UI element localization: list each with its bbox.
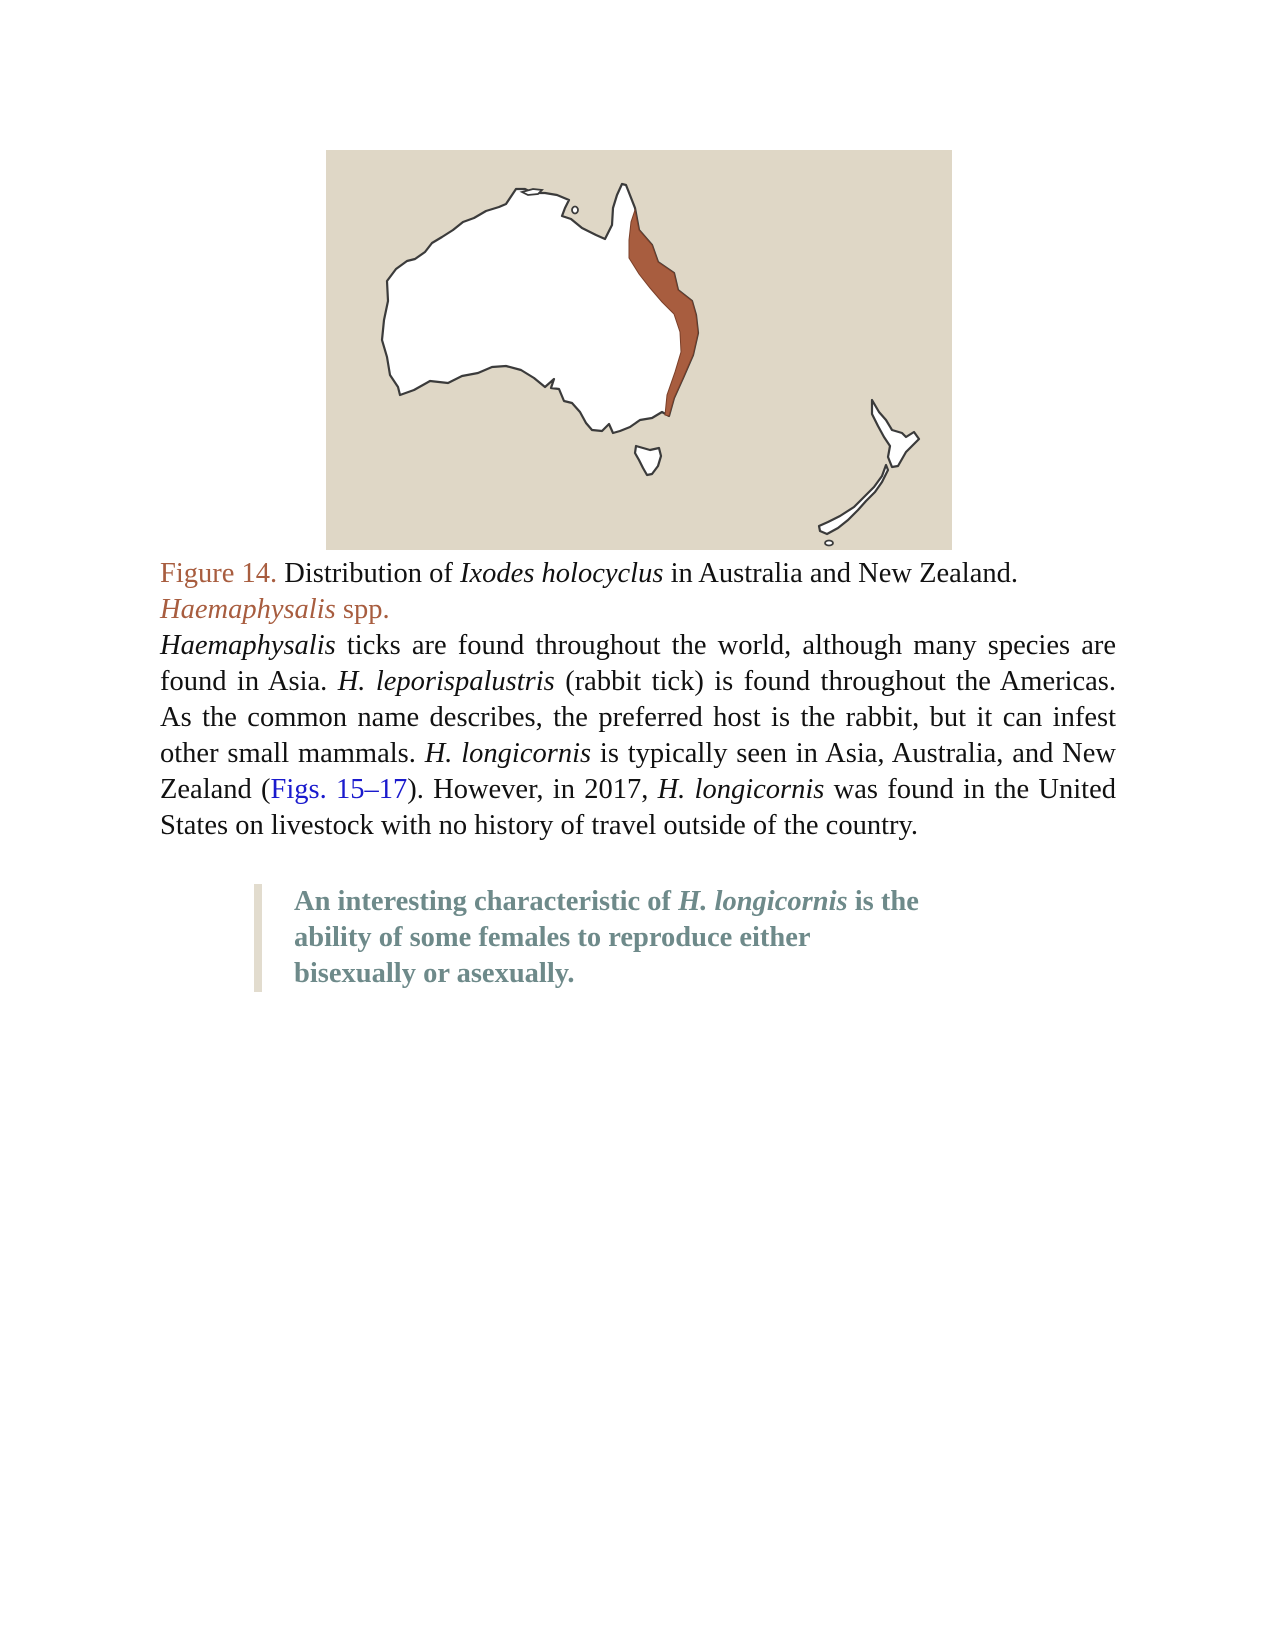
- pull-quote: [254, 884, 934, 992]
- pullquote-text-end: is the ability of some females to reproduce either bisexually or asexually.: [294, 886, 919, 989]
- figure-reference-link[interactable]: Figs. 15–17: [270, 774, 408, 805]
- species-name: H. leporispalustris: [337, 666, 555, 697]
- paragraph-text: was found in the United States on livestock with no history of travel outside of the country.: [160, 774, 1116, 841]
- paragraph-text: is typically seen in Asia, Australia, and New Zealand (: [160, 738, 1116, 805]
- pullquote-species: H. longicornis: [678, 886, 848, 917]
- paragraph-text: ). However, in 2017,: [407, 774, 649, 805]
- stewart-island: [825, 541, 833, 546]
- distribution-map: [326, 150, 952, 550]
- caption-species: Ixodes holocyclus: [460, 558, 664, 589]
- new-zealand-south-island: [819, 465, 888, 534]
- groote-eylandt: [572, 207, 578, 214]
- caption-text: Distribution of: [284, 558, 453, 589]
- new-zealand-north-island: [872, 400, 919, 467]
- figure-label: Figure 14.: [160, 558, 278, 589]
- pullquote-text: An interesting characteristic of: [294, 886, 671, 917]
- figure-caption: [160, 556, 1116, 592]
- genus-name: Haemaphysalis: [160, 630, 336, 661]
- section-heading: [160, 592, 1116, 628]
- body-paragraph: [160, 628, 1116, 844]
- heading-genus: Haemaphysalis: [160, 594, 336, 625]
- australia-landmass: [382, 184, 698, 433]
- tasmania-island: [635, 446, 661, 475]
- heading-suffix: spp.: [342, 594, 390, 625]
- paragraph-text: (rabbit tick) is found throughout the Americas. As the common name describes, the preferred host is the rabbit, but it can infest other small mammals.: [160, 666, 1117, 769]
- species-name: H. longicornis: [424, 738, 592, 769]
- caption-text-end: in Australia and New Zealand.: [670, 558, 1018, 589]
- species-name: H. longicornis: [657, 774, 825, 805]
- paragraph-text: ticks are found throughout the world, although many species are found in Asia.: [160, 630, 1117, 697]
